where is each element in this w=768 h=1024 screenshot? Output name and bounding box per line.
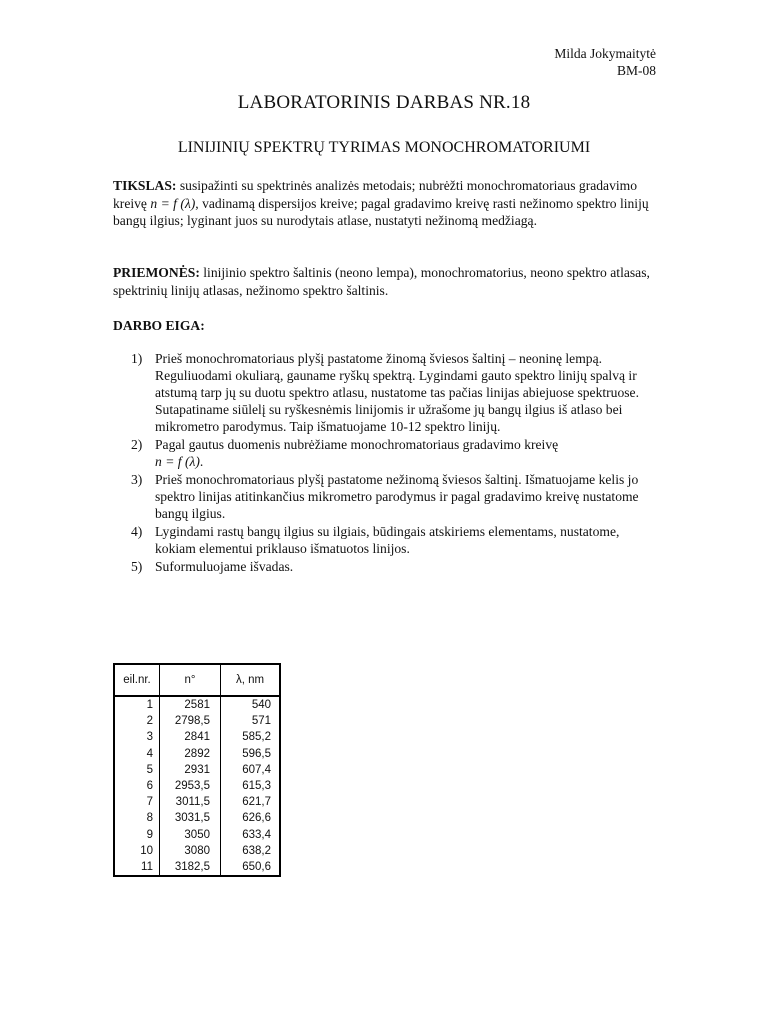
procedure-step bbox=[131, 523, 661, 557]
step-formula-suffix: . bbox=[199, 454, 204, 469]
table-row bbox=[114, 729, 280, 745]
darbo-eiga-heading: DARBO EIGA: bbox=[113, 318, 205, 333]
priemones-text: linijinio spektro šaltinis (neono lempa), monochromatorius, neono spektro atlasas, spektrinių linijų atlasas, nežinomo spektro šaltinis. bbox=[113, 265, 650, 298]
cell-index: 1 bbox=[114, 696, 160, 713]
author-block bbox=[554, 45, 656, 79]
cell-n: 2931 bbox=[160, 762, 221, 778]
tikslas-text-before: susipažinti su spektrinės analizės metodais; nubrėžti monochromatoriaus gradavimo kreivę bbox=[113, 178, 638, 211]
tikslas-label: TIKSLAS: bbox=[113, 178, 177, 193]
procedure-list bbox=[131, 350, 661, 576]
cell-index: 8 bbox=[114, 810, 160, 826]
step-number: 1) bbox=[131, 351, 143, 366]
table-row bbox=[114, 696, 280, 713]
document-title: LABORATORINIS DARBAS NR.18 bbox=[237, 92, 531, 113]
table-row bbox=[114, 713, 280, 729]
table-row bbox=[114, 762, 280, 778]
cell-n: 3011,5 bbox=[160, 794, 221, 810]
tikslas-paragraph bbox=[113, 177, 653, 230]
procedure-step bbox=[131, 471, 661, 522]
cell-lambda: 626,6 bbox=[221, 810, 281, 826]
cell-index: 2 bbox=[114, 713, 160, 729]
header-index: eil.nr. bbox=[114, 664, 160, 696]
priemones-label: PRIEMONĖS: bbox=[113, 265, 200, 280]
cell-lambda: 615,3 bbox=[221, 778, 281, 794]
cell-index: 5 bbox=[114, 762, 160, 778]
cell-lambda: 638,2 bbox=[221, 843, 281, 859]
table-row bbox=[114, 843, 280, 859]
header-n: n° bbox=[160, 664, 221, 696]
cell-n: 2841 bbox=[160, 729, 221, 745]
cell-n: 3182,5 bbox=[160, 859, 221, 876]
cell-index: 10 bbox=[114, 843, 160, 859]
table-row bbox=[114, 859, 280, 876]
cell-index: 9 bbox=[114, 827, 160, 843]
procedure-step bbox=[131, 436, 661, 470]
cell-lambda: 621,7 bbox=[221, 794, 281, 810]
procedure-step bbox=[131, 558, 661, 575]
author-name: Milda Jokymaitytė bbox=[554, 46, 656, 61]
tikslas-formula: n = f (λ) bbox=[150, 195, 196, 211]
cell-lambda: 633,4 bbox=[221, 827, 281, 843]
step-text: Suformuluojame išvadas. bbox=[155, 559, 294, 574]
step-number: 5) bbox=[131, 559, 143, 574]
table-row bbox=[114, 810, 280, 826]
step-formula: n = f (λ) bbox=[155, 454, 200, 469]
step-text: Pagal gautus duomenis nubrėžiame monochromatoriaus gradavimo kreivę bbox=[155, 437, 559, 452]
cell-index: 4 bbox=[114, 746, 160, 762]
measurement-table bbox=[113, 663, 281, 877]
step-text: Prieš monochromatoriaus plyšį pastatome nežinomą šviesos šaltinį. Išmatuojame kelis jo spektro linijas atitinkančius mikrometro parodymus ir pagal gradavimo kreivę nustatome bangų ilgius. bbox=[155, 472, 639, 521]
cell-lambda: 585,2 bbox=[221, 729, 281, 745]
cell-lambda: 540 bbox=[221, 696, 281, 713]
cell-lambda: 607,4 bbox=[221, 762, 281, 778]
table-body bbox=[114, 696, 280, 876]
table-row bbox=[114, 746, 280, 762]
document-subtitle: LINIJINIŲ SPEKTRŲ TYRIMAS MONOCHROMATORIUMI bbox=[177, 139, 591, 156]
table-row bbox=[114, 794, 280, 810]
step-text: Lygindami rastų bangų ilgius su ilgiais, būdingais atskiriems elementams, nustatome, kokiam elementui priklauso išmatuotos linijos. bbox=[155, 524, 620, 556]
cell-index: 7 bbox=[114, 794, 160, 810]
priemones-paragraph bbox=[113, 264, 653, 299]
step-number: 3) bbox=[131, 472, 143, 487]
cell-n: 3050 bbox=[160, 827, 221, 843]
cell-lambda: 571 bbox=[221, 713, 281, 729]
tikslas-text-after: , vadinamą dispersijos kreive; pagal gradavimo kreivę rasti nežinomo spektro linijų bangų ilgius; lyginant juos su nurodytais atlase, nustatyti nežinomą medžiagą. bbox=[113, 195, 649, 228]
table-row bbox=[114, 778, 280, 794]
cell-lambda: 650,6 bbox=[221, 859, 281, 876]
cell-n: 2892 bbox=[160, 746, 221, 762]
author-group: BM-08 bbox=[616, 63, 656, 78]
step-number: 4) bbox=[131, 524, 143, 539]
step-text: Prieš monochromatoriaus plyšį pastatome žinomą šviesos šaltinį – neoninę lempą. Reguliuodami okuliarą, gauname ryškų spektrą. Lygindami gauto spektro linijų spalvą ir atstumą tarp jų su duotu spektro atlasu, nustatome tas pačias linijas abiejuose spektruose. Sutapatiname siūlelį su ryškesnėmis linijomis ir užrašome jų bangų ilgius iš atlaso bei mikrometro parodymus. Taip išmatuojame 10-12 spektro linijų. bbox=[155, 351, 639, 434]
cell-n: 2581 bbox=[160, 696, 221, 713]
table-header-row bbox=[114, 664, 280, 696]
step-number: 2) bbox=[131, 437, 143, 452]
table-row bbox=[114, 827, 280, 843]
cell-n: 3080 bbox=[160, 843, 221, 859]
procedure-step bbox=[131, 350, 661, 435]
header-lambda: λ, nm bbox=[221, 664, 281, 696]
cell-index: 3 bbox=[114, 729, 160, 745]
cell-index: 6 bbox=[114, 778, 160, 794]
cell-n: 2953,5 bbox=[160, 778, 221, 794]
cell-lambda: 596,5 bbox=[221, 746, 281, 762]
cell-n: 3031,5 bbox=[160, 810, 221, 826]
cell-n: 2798,5 bbox=[160, 713, 221, 729]
cell-index: 11 bbox=[114, 859, 160, 876]
